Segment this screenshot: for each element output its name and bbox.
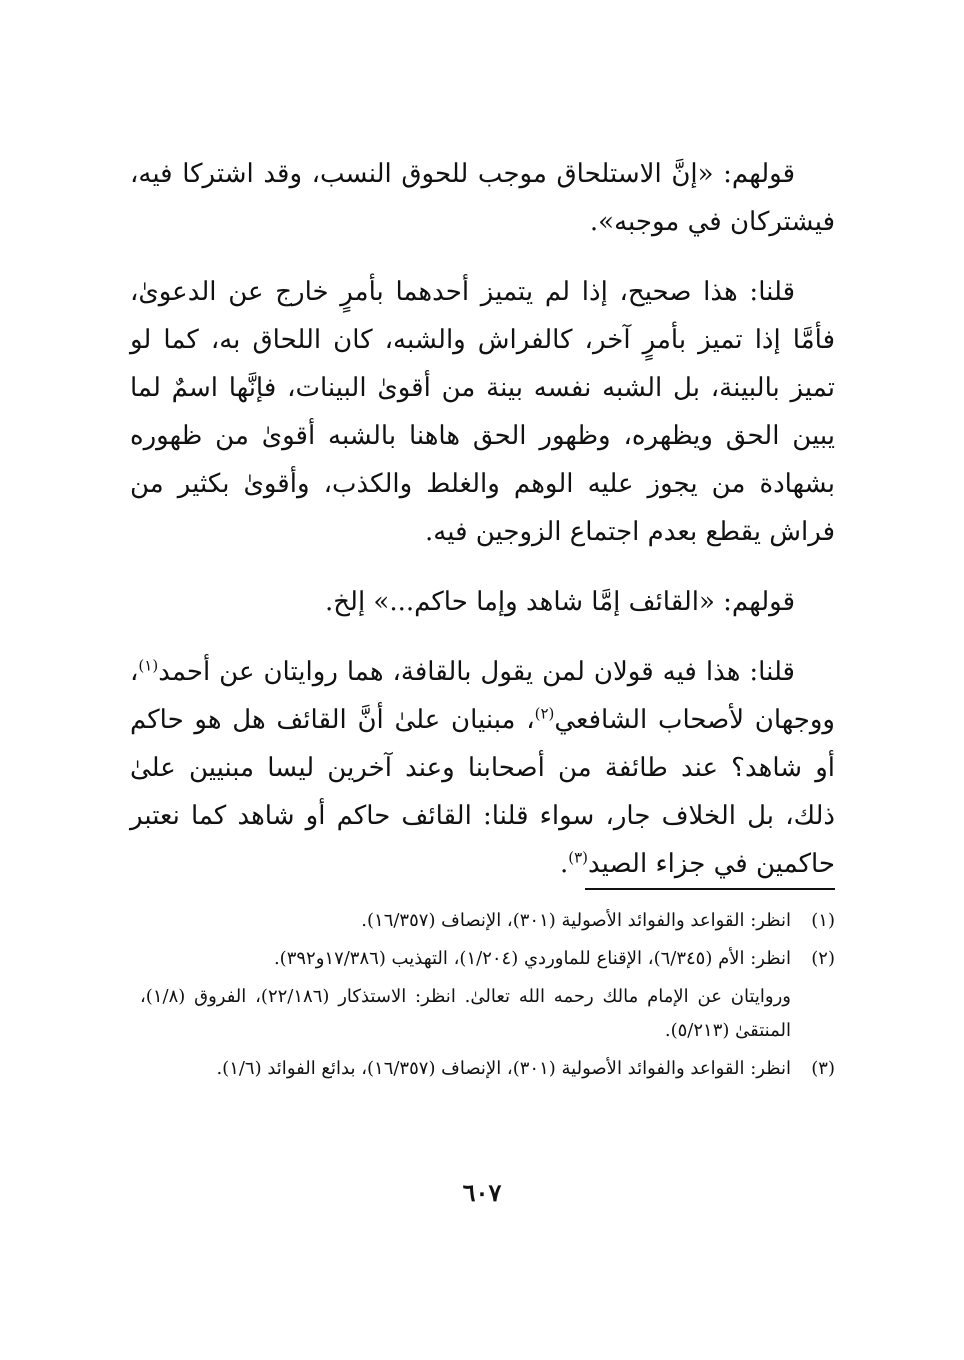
paragraph-4-part-c: ، مبنيان علىٰ أنَّ القائف هل هو حاكم أو شاهد؟ عند طائفة من أصحابنا وعند آخرين ليسا مبنيين علىٰ ذلك، بل الخلاف جار، سواء قلنا: القائف حاكم أو شاهد كما نعتبر حاكمين في جزاء الصيد — [130, 705, 835, 879]
footnote-ref-1: (١) — [138, 656, 159, 675]
footnote-separator — [585, 888, 835, 890]
footnote-ref-3: (٣) — [568, 848, 588, 867]
footnotes — [140, 904, 835, 1090]
footnote-text: انظر: الأم (٦/٣٤٥)، الإقناع للماوردي (١/٢٠٤)، التهذيب (١٧/٣٨٦و٣٩٢). — [273, 948, 791, 969]
footnote-3 — [140, 1052, 835, 1086]
footnote-text: انظر: القواعد والفوائد الأصولية (٣٠١)، الإنصاف (١٦/٣٥٧)، بدائع الفوائد (١/٦). — [216, 1058, 791, 1079]
footnote-2 — [140, 942, 835, 976]
page-number: ٦٠٧ — [462, 1178, 502, 1207]
paragraph-2: قلنا: هذا صحيح، إذا لم يتميز أحدهما بأمرٍ خارج عن الدعوىٰ، فأمَّا إذا تميز بأمرٍ آخر، كالفراش والشبه، كان اللحاق به، كما لو تميز بالبينة، بل الشبه نفسه بينة من أقوىٰ البينات، فإنَّها اسمٌ لما يبين الحق ويظهره، وظهور الحق هاهنا بالشبه أقوىٰ من ظهوره بشهادة من يجوز عليه الوهم والغلط والكذب، وأقوىٰ بكثير من فراش يقطع بعدم اجتماع الزوجين فيه. — [130, 277, 835, 547]
footnote-ref-2: (٢) — [534, 704, 555, 723]
footnote-number: (٢) — [811, 948, 835, 969]
footnote-text: انظر: القواعد والفوائد الأصولية (٣٠١)، الإنصاف (١٦/٣٥٧). — [361, 910, 791, 931]
footnote-2-continuation: وروايتان عن الإمام مالك رحمه الله تعالىٰ. انظر: الاستذكار (٢٢/١٨٦)، الفروق (١/٨)، المنتقىٰ (٥/٢١٣). — [140, 986, 792, 1041]
paragraph-4 — [130, 648, 835, 888]
footnote-number: (٣) — [811, 1058, 835, 1079]
footnote-number: (١) — [811, 910, 835, 931]
footnote-1 — [140, 904, 835, 938]
paragraph-1: قولهم: «إنَّ الاستلحاق موجب للحوق النسب، وقد اشتركا فيه، فيشتركان في موجبه». — [130, 159, 835, 237]
paragraph-4-part-a: قلنا: هذا فيه قولان لمن يقول بالقافة، هما روايتان عن أحمد — [158, 657, 795, 687]
page-body — [130, 150, 835, 910]
paragraph-4-part-b: ، ووجهان لأصحاب الشافعي — [130, 657, 835, 735]
paragraph-4-part-d: . — [559, 849, 569, 879]
paragraph-3: قولهم: «القائف إمَّا شاهد وإما حاكم...» إلخ. — [324, 587, 795, 617]
